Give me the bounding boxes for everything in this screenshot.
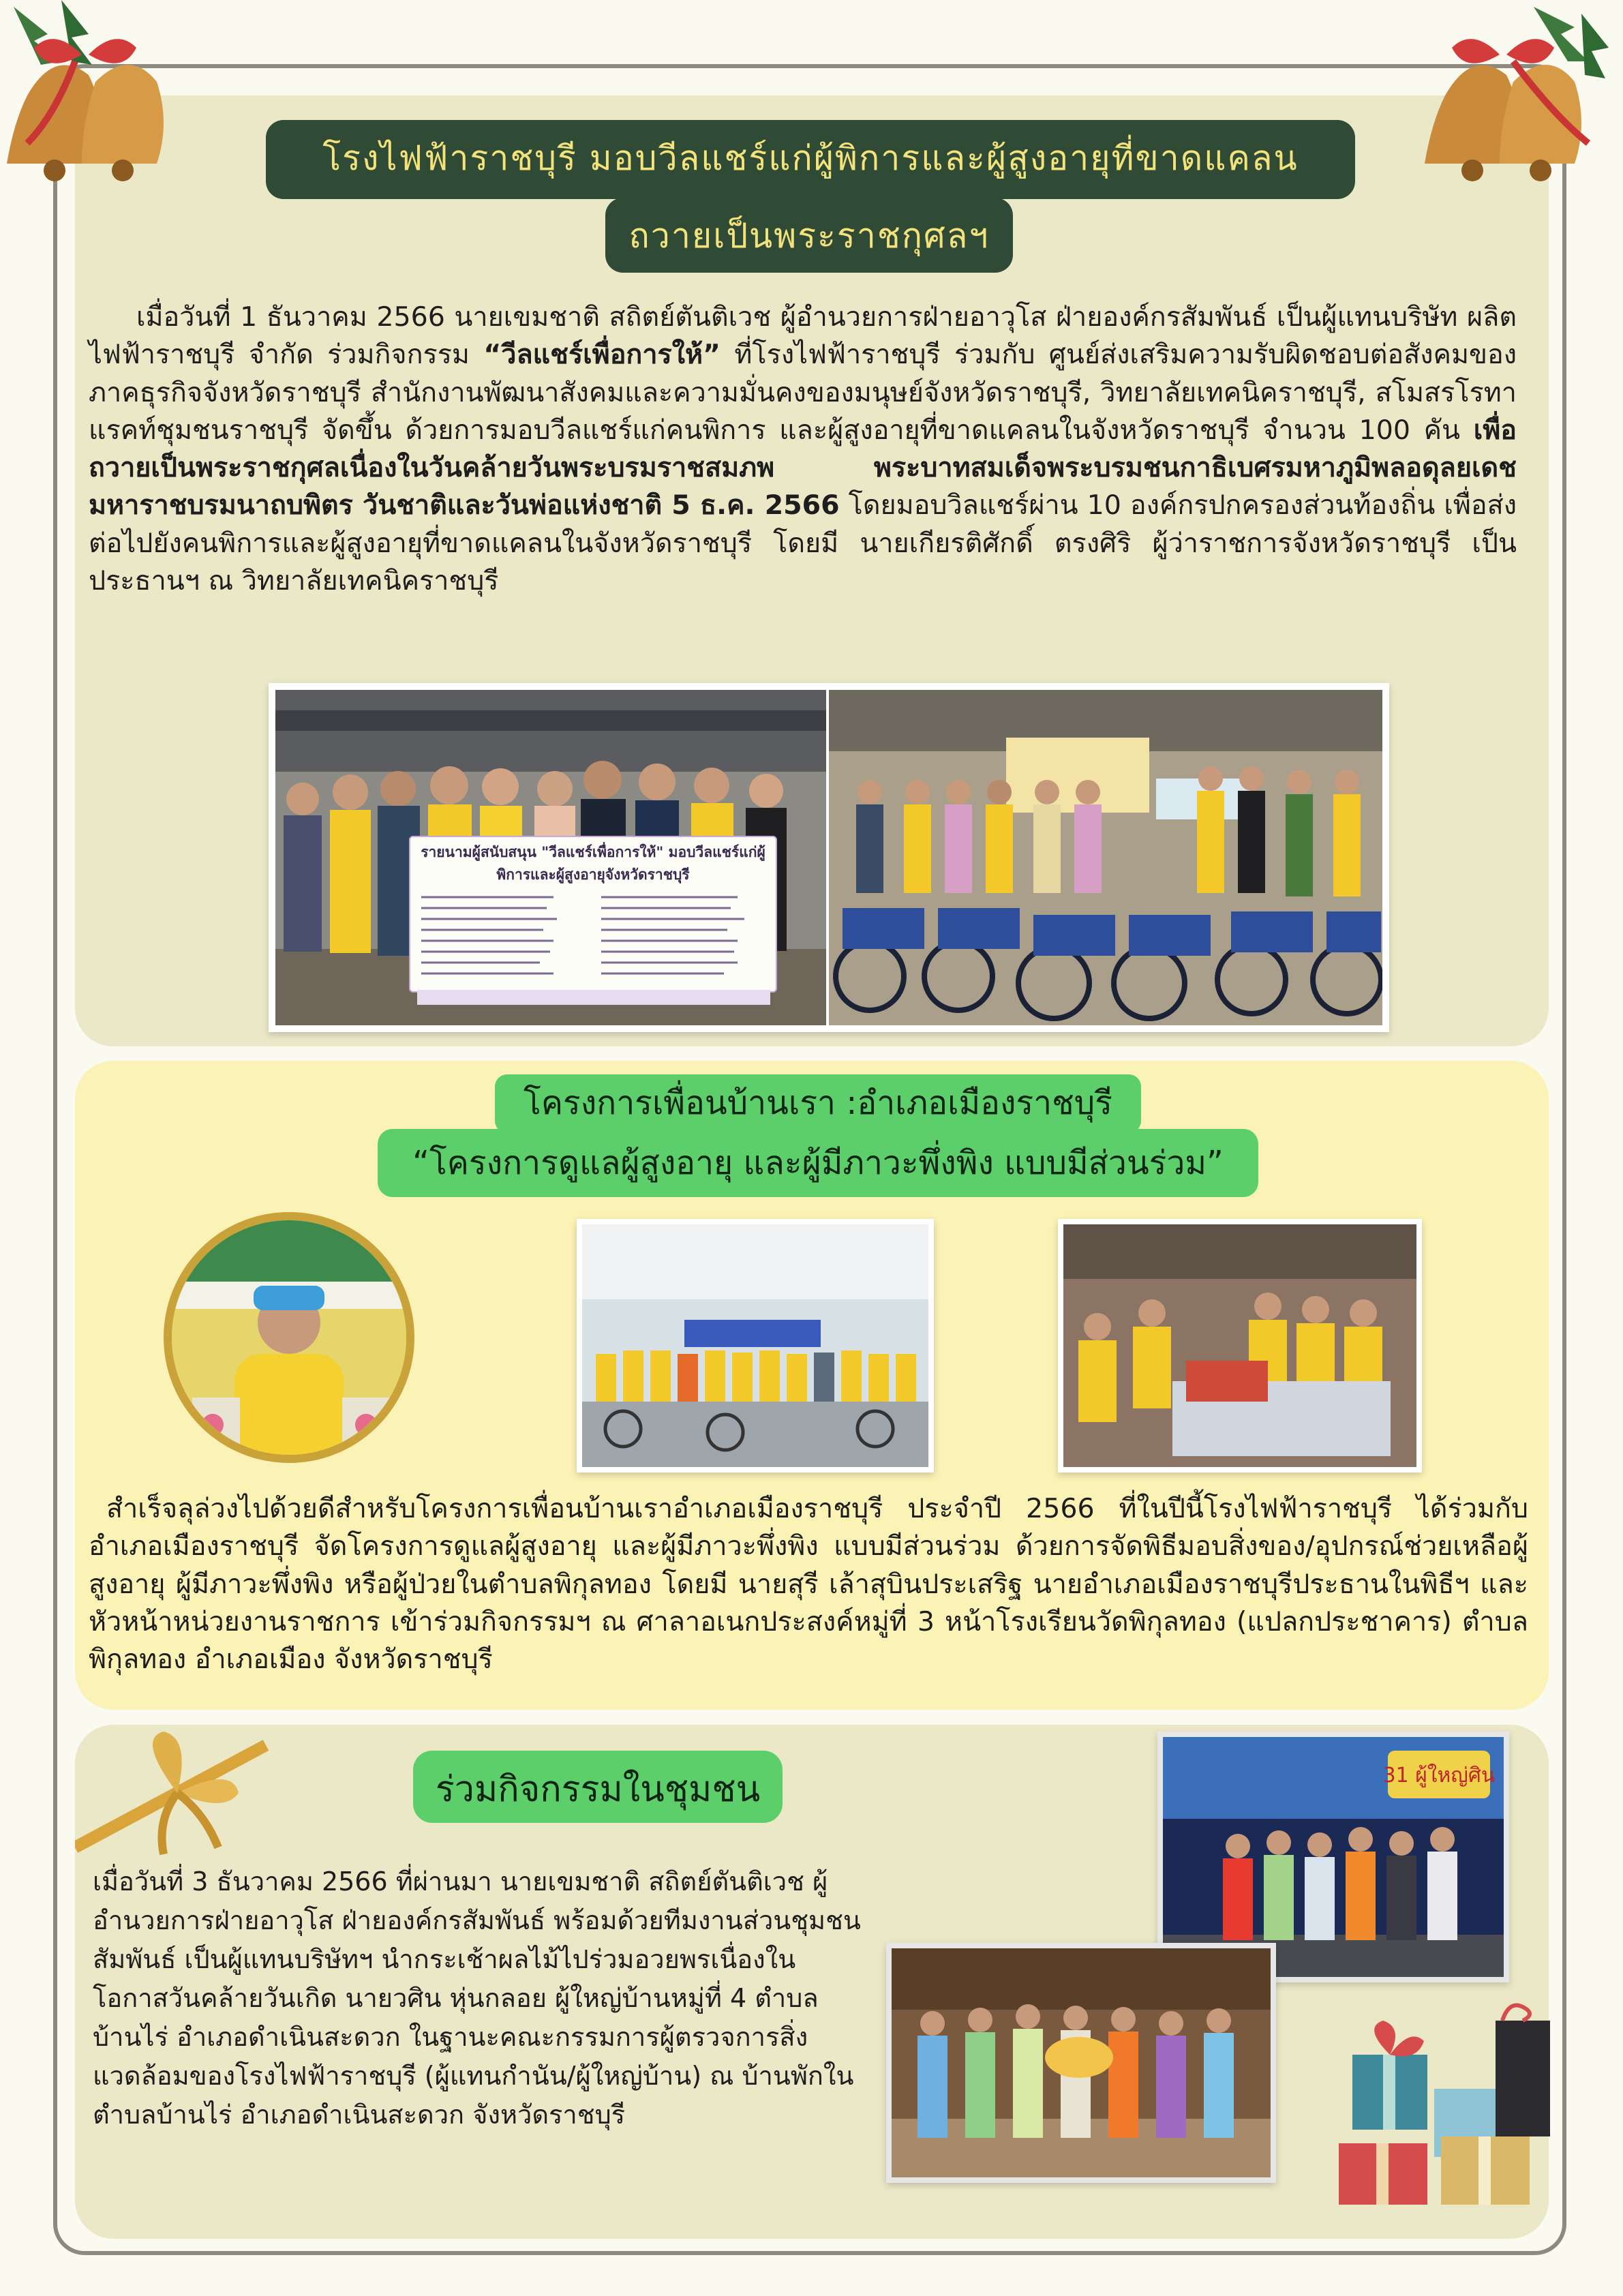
section1-paragraph: [89, 299, 1517, 600]
para-text-c: โดยมอบวิลแชร์ผ่าน 10 องค์กรปกครองส่วนท้องถิ่น เพื่อส่งต่อไปยังคนพิการและผู้สูงอายุที่ขาดแคลนในจังหวัดราชบุรี โดยมี นายเกียรติศักดิ์ ตรงศิริ ผู้ว่าราชการจังหวัดราชบุรี เป็นประธานฯ ณ วิทยาลัยเทคนิคราชบุรี: [89, 489, 1517, 597]
christmas-bell-top-right-icon: [1397, 0, 1623, 225]
section3-paragraph: เมื่อวันที่ 3 ธันวาคม 2566 ที่ผ่านมา นายเขมชาติ สถิตย์ตันติเวช ผู้อำนวยการฝ่ายอาวุโส ฝ่ายองค์กรสัมพันธ์ พร้อมด้วยทีมงานส่วนชุมชนสัมพันธ์ เป็นผู้แทนบริษัทฯ นำกระเช้าผลไม้ไปร่วมอวยพรเนื่องในโอกาสวันคล้ายวันเกิด นายวศิน หุ่นกลอย ผู้ใหญ่บ้านหมู่ที่ 4 ตำบลบ้านไร่ อำเภอดำเนินสะดวก ในฐานะคณะกรรมการผู้ตรวจการสิ่งแวดล้อมของโรงไฟฟ้าราชบุรี (ผู้แทนกำนัน/ผู้ใหญ่บ้าน) ณ บ้านพักในตำบลบ้านไร่ อำเภอดำเนินสะดวก จังหวัดราชบุรี: [93, 1867, 861, 2130]
section1-title-line2: ถวายเป็นพระราชกุศลฯ: [605, 198, 1013, 273]
home-visit-photo-art: [1063, 1224, 1416, 1467]
sponsor-banner-heading: รายนามผู้สนับสนุน "วีลแชร์เพื่อการให้" มอบวีลแชร์แก่ผู้พิการและผู้สูงอายุจังหวัดราชบุรี: [421, 844, 765, 883]
para-text-b: ที่โรงไฟฟ้าราชบุรี ร่วมกับ ศูนย์ส่งเสริมความรับผิดชอบต่อสังคมของภาคธุรกิจจังหวัดราชบุรี สำนักงานพัฒนาสังคมและความมั่นคงของมนุษย์จังหวัดราชบุรี, วิทยาลัยเทคนิคราชบุรี, สโมสรโรทาแรคท์ชุมชนราชบุรี จัดขึ้น ด้วยการมอบวีลแชร์แก่คนพิการ และผู้สูงอายุที่ขาดแคลนในจังหวัดราชบุรี จำนวน 100 คัน: [89, 339, 1517, 446]
section1-title-line1: โรงไฟฟ้าราชบุรี มอบวีลแชร์แก่ผู้พิการและผู้สูงอายุที่ขาดแคลน: [266, 120, 1355, 199]
fruit-basket-photo: [886, 1943, 1276, 2183]
para-text-a: เมื่อวันที่ 1 ธันวาคม 2566 นายเขมชาติ สถิตย์ตันติเวช ผู้อำนวยการฝ่ายอาวุโส ฝ่ายองค์กรสัมพันธ์ เป็นผู้แทนบริษัท ผลิตไฟฟ้าราชบุรี จำกัด ร่วมกิจกรรม: [89, 301, 1517, 371]
group-photo-left: [275, 690, 826, 1025]
para-quote: “วีลแชร์เพื่อการให้”: [483, 339, 721, 371]
para-bold: เพื่อถวายเป็นพระราชกุศลเนื่องในวันคล้ายวันพระบรมราชสมภพ พระบาทสมเด็จพระบรมชนกาธิเบศรมหาภูมิพลอดุลยเดชมหาราชบรมนาถบพิตร วันชาติและวันพ่อแห่งชาติ 5 ธ.ค. 2566: [89, 414, 1517, 522]
ceremony-group-photo: [577, 1219, 934, 1472]
wheelchair-photo-right: [829, 690, 1382, 1025]
gold-ribbon-icon: [75, 1725, 279, 1861]
gift-boxes-icon: [1339, 2000, 1557, 2205]
event-sign-text: 31 ผู้ใหญ่ศิน: [1382, 1764, 1496, 1787]
section2-heading2: “โครงการดูแลผู้สูงอายุ และผู้มีภาวะพึ่งพิง แบบมีส่วนร่วม”: [378, 1129, 1258, 1197]
wheelchair-photo-right-art: [829, 690, 1382, 1025]
home-visit-photo: [1058, 1219, 1422, 1472]
fruit-basket-photo-art: [892, 1948, 1271, 2177]
sponsor-banner-list-lines: [417, 890, 770, 1006]
district-chief-portrait: [164, 1212, 414, 1463]
district-chief-portrait-art: [172, 1220, 406, 1455]
section3-heading: ร่วมกิจกรรมในชุมชน: [413, 1751, 783, 1823]
section2-paragraph: [89, 1490, 1528, 1678]
ceremony-group-photo-art: [582, 1224, 928, 1467]
section2-heading1: โครงการเพื่อนบ้านเรา :อำเภอเมืองราชบุรี: [495, 1074, 1141, 1133]
birthday-event-photo-art: [1163, 1737, 1504, 1977]
christmas-bell-top-left-icon: [0, 0, 225, 225]
sponsor-banner: [409, 836, 777, 993]
wheelchair-photo-collage: [269, 683, 1389, 1032]
section2-paragraph-text: สำเร็จลุล่วงไปด้วยดีสำหรับโครงการเพื่อนบ้านเราอำเภอเมืองราชบุรี ประจำปี 2566 ที่ในปีนี้โรงไฟฟ้าราชบุรี ได้ร่วมกับอำเภอเมืองราชบุรี จัดโครงการดูแลผู้สูงอายุ และผู้มีภาวะพึ่งพิง แบบมีส่วนร่วม ด้วยการจัดพิธีมอบสิ่งของ/อุปกรณ์ช่วยเหลือผู้สูงอายุ ผู้มีภาวะพึ่งพิง หรือผู้ป่วยในตำบลพิกุลทอง โดยมี นายสุรี เล้าสุบินประเสริฐ นายอำเภอเมืองราชบุรีประธานในพิธีฯ และหัวหน้าหน่วยงานราชการ เข้าร่วมกิจกรรมฯ ณ ศาลาอเนกประสงค์หมู่ที่ 3 หน้าโรงเรียนวัดพิกุลทอง (แปลกประชาคาร) ตำบลพิกุลทอง อำเภอเมือง จังหวัดราชบุรี: [89, 1493, 1528, 1676]
